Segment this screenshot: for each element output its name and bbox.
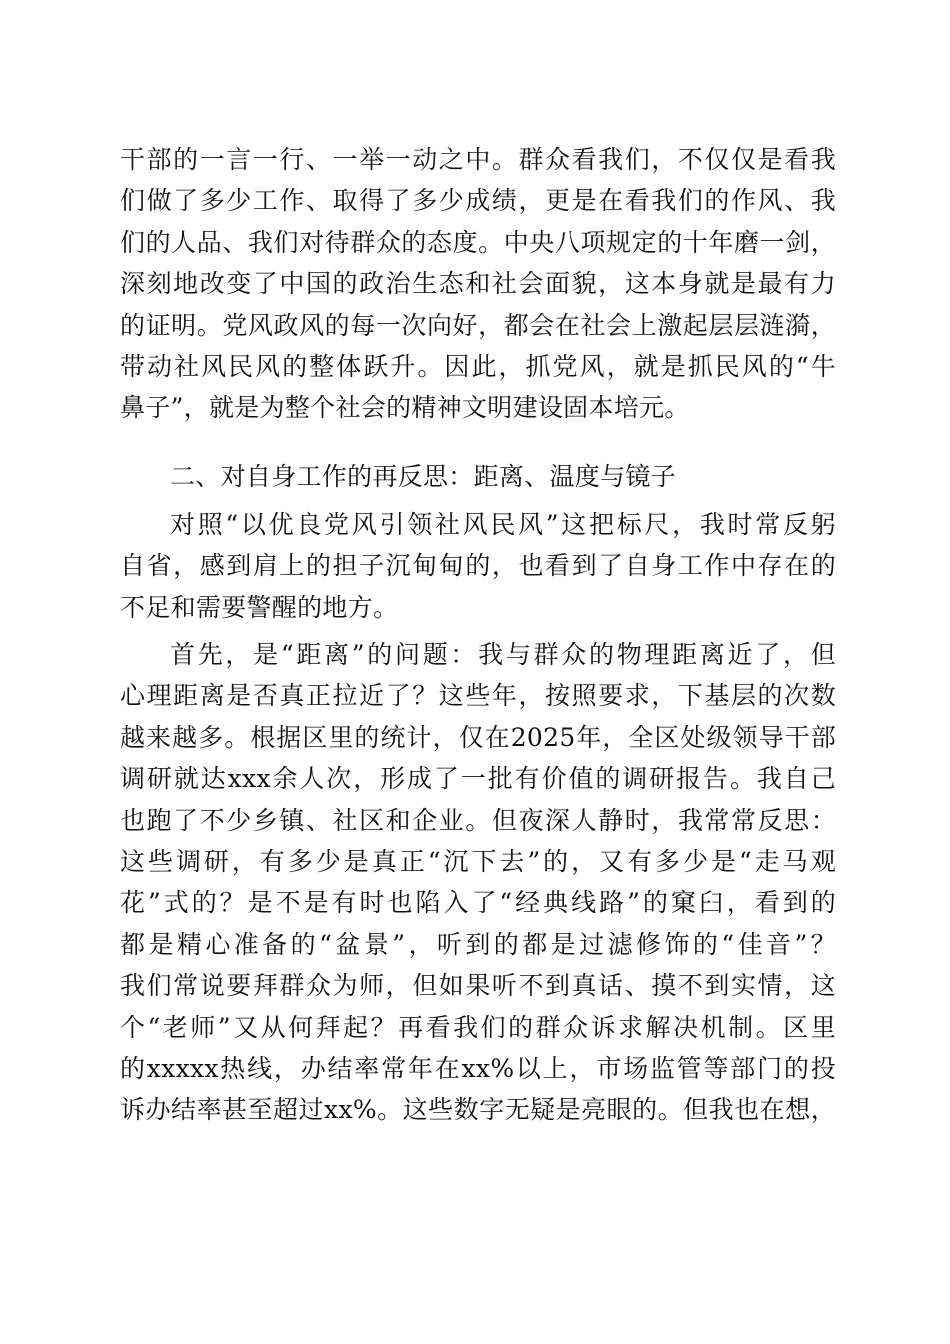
text-line: 也跑了不少乡镇、社区和企业。但夜深人静时，我常常反思： [120, 805, 836, 835]
paragraph-continued [120, 139, 836, 429]
text-line: 自省，感到肩上的担子沉甸甸的，也看到了自身工作中存在的 [120, 551, 836, 581]
section-heading [120, 456, 836, 497]
text-line: 干部的一言一行、一举一动之中。群众看我们，不仅仅是看我 [120, 145, 836, 174]
text-line: 都是精心准备的“盆景”，听到的都是过滤修饰的“佳音”？ [120, 929, 836, 959]
paragraph-distance [120, 634, 836, 1131]
text-line: 个“老师”又从何拜起？再看我们的群众诉求解决机制。区里 [120, 1012, 836, 1042]
text-line: 深刻地改变了中国的政治生态和社会面貌，这本身就是最有力 [120, 269, 836, 299]
text-line: 不足和需要警醒的地方。 [120, 592, 399, 622]
text-line: 的证明。党风政风的每一次向好，都会在社会上激起层层涟漪， [120, 310, 836, 340]
text-line: 的xxxxx热线，办结率常年在xx%以上，市场监管等部门的投 [120, 1053, 836, 1083]
text-line: 们的人品、我们对待群众的态度。中央八项规定的十年磨一剑， [120, 227, 836, 257]
text-line: 们做了多少工作、取得了多少成绩，更是在看我们的作风、我 [120, 186, 836, 216]
paragraph-intro [120, 504, 836, 628]
text-line: 鼻子”，就是为整个社会的精神文明建设固本培元。 [120, 393, 690, 423]
text-line: 调研就达xxx余人次，形成了一批有价值的调研报告。我自己 [120, 764, 836, 794]
text-line: 诉办结率甚至超过xx%。这些数字无疑是亮眼的。但我也在想， [120, 1095, 836, 1125]
text-line: 首先，是“距离”的问题：我与群众的物理距离近了，但 [170, 640, 836, 669]
text-line: 带动社风民风的整体跃升。因此，抓党风，就是抓民风的“牛 [120, 351, 836, 381]
text-line: 越来越多。根据区里的统计，仅在2025年，全区处级领导干部 [120, 722, 836, 752]
text-line: 心理距离是否真正拉近了？这些年，按照要求，下基层的次数 [120, 681, 836, 711]
section-heading-text: 二、对自身工作的再反思：距离、温度与镜子 [170, 462, 677, 491]
text-line: 这些调研，有多少是真正“沉下去”的，又有多少是“走马观 [120, 846, 836, 876]
text-line: 对照“以优良党风引领社风民风”这把标尺，我时常反躬 [170, 510, 836, 539]
text-line: 花”式的？是不是有时也陷入了“经典线路”的窠臼，看到的 [120, 888, 836, 918]
text-line: 我们常说要拜群众为师，但如果听不到真话、摸不到实情，这 [120, 971, 836, 1001]
